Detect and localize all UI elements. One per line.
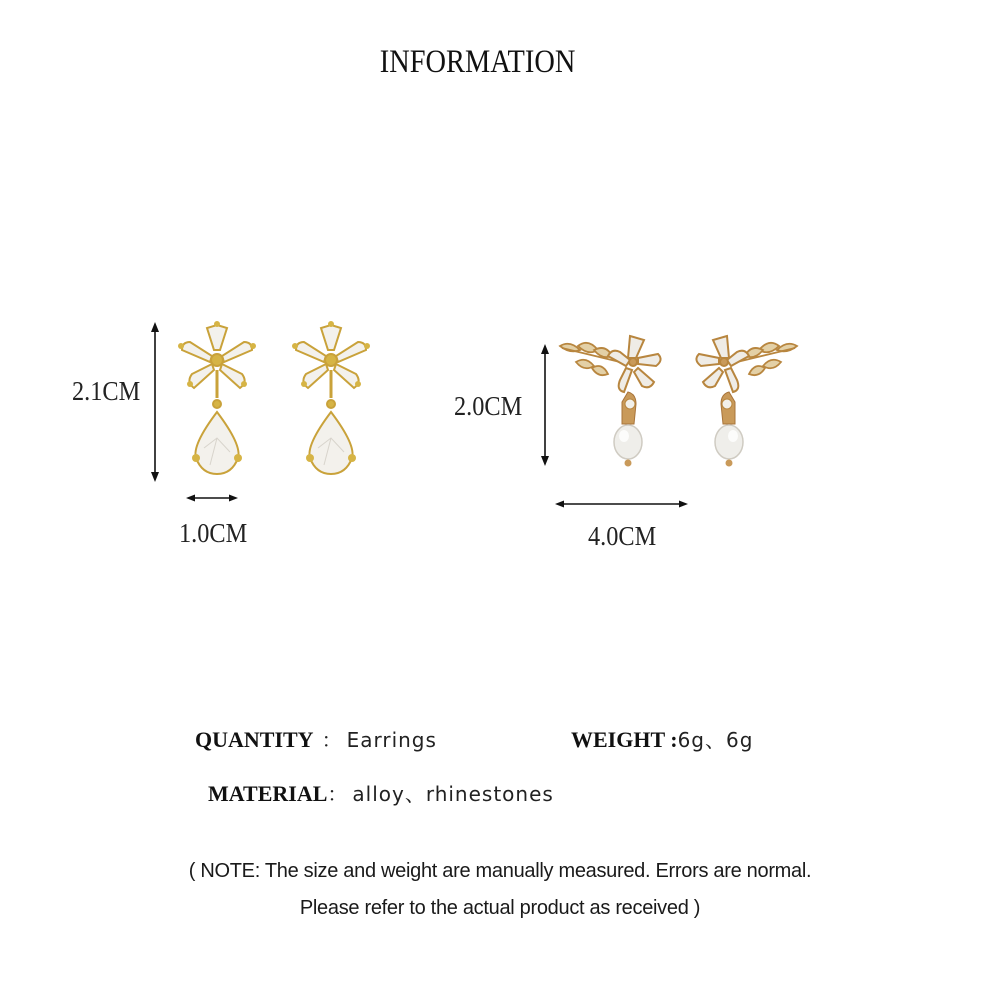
width-arrow-icon — [186, 493, 238, 503]
quantity-label: QUANTITY — [195, 727, 314, 752]
quantity-separator: ： — [321, 728, 343, 752]
flower-earring-icon — [286, 320, 376, 480]
width-label: 1.0CM — [179, 518, 248, 548]
note-line-2: Please refer to the actual product as received ) — [299, 897, 701, 919]
width-arrow-icon — [555, 499, 688, 509]
height-arrow-icon — [148, 322, 162, 482]
spec-material — [208, 778, 554, 807]
weight-label: WEIGHT : — [571, 727, 678, 752]
weight-value: 6g、6g — [677, 728, 754, 752]
page-title: INFORMATION — [379, 44, 576, 80]
height-arrow-icon — [538, 344, 552, 466]
material-separator: ： — [327, 782, 349, 806]
flower-earring-icon — [172, 320, 262, 480]
spec-weight — [571, 724, 753, 753]
material-label: MATERIAL — [208, 781, 328, 806]
spec-quantity — [195, 724, 437, 753]
width-label: 4.0CM — [588, 521, 657, 551]
quantity-value: Earrings — [346, 728, 437, 752]
leaf-pearl-earring-icon — [558, 332, 673, 477]
material-value: alloy、rhinestones — [352, 782, 554, 806]
note-line-1: ( NOTE: The size and weight are manually measured. Errors are normal. — [188, 860, 812, 882]
height-label: 2.1CM — [72, 376, 141, 406]
height-label: 2.0CM — [454, 391, 523, 421]
leaf-pearl-earring-icon — [684, 332, 799, 477]
